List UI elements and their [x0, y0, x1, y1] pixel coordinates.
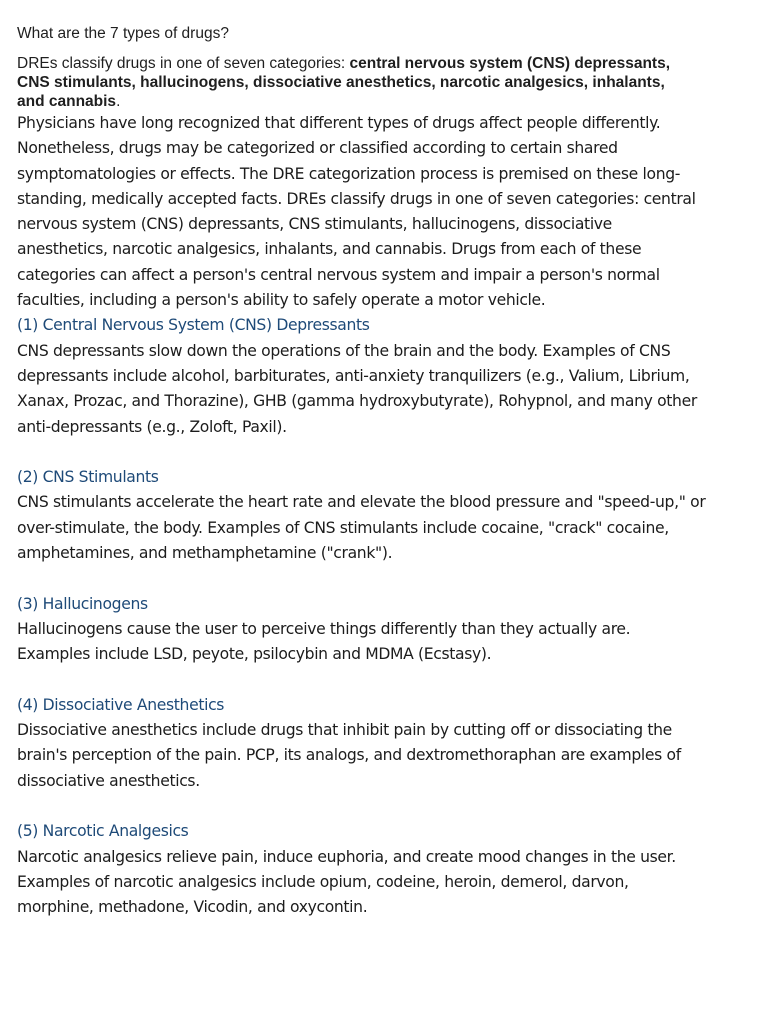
answer-categories: central nervous system (CNS) depressants, CNS stimulants, hallucinogens, dissociative anesthetics, narcotic analgesics, inhalants, and cannabis	[17, 55, 670, 110]
article-body	[17, 111, 707, 921]
section-text-hallucinogens: Hallucinogens cause the user to perceive things differently than they actually are. Examples include LSD, peyote, psilocybin and MDMA (Ecstasy).	[17, 619, 631, 664]
section-heading-dissociative-anesthetics: (4) Dissociative Anesthetics	[17, 695, 225, 714]
question-heading: What are the 7 types of drugs?	[17, 25, 229, 42]
section-text-cns-stimulants: CNS stimulants accelerate the heart rate and elevate the blood pressure and "speed-up," or over-stimulate, the body. Examples of CNS stimulants include cocaine, "crack" cocaine, amphetamines, and methamphetamine ("crank").	[17, 493, 706, 563]
section-text-dissociative-anesthetics: Dissociative anesthetics include drugs that inhibit pain by cutting off or dissociating the brain's perception of the pain. PCP, its analogs, and dextromethoraphan are examples of dissociative anesthetics.	[17, 721, 681, 790]
spacer	[17, 668, 707, 693]
section-heading-narcotic-analgesics: (5) Narcotic Analgesics	[17, 822, 189, 841]
spacer	[17, 440, 707, 465]
section-heading-hallucinogens: (3) Hallucinogens	[17, 594, 148, 613]
featured-answer	[17, 54, 677, 111]
spacer	[17, 794, 707, 819]
article	[17, 24, 707, 921]
spacer	[17, 566, 707, 591]
answer-suffix: .	[116, 93, 121, 110]
section-heading-cns-stimulants: (2) CNS Stimulants	[17, 468, 159, 487]
section-heading-cns-depressants: (1) Central Nervous System (CNS) Depressants	[17, 316, 370, 335]
section-text-narcotic-analgesics: Narcotic analgesics relieve pain, induce euphoria, and create mood changes in the user. Examples of narcotic analgesics include opium, codeine, heroin, demerol, darvon, morphine, methadone, Vicodin, and oxycontin.	[17, 847, 676, 917]
answer-prefix: DREs classify drugs in one of seven categories:	[17, 55, 350, 72]
intro-paragraph: Physicians have long recognized that different types of drugs affect people differently. Nonetheless, drugs may be categorized or classified according to certain shared symptomatologies or effects. The DRE categorization process is premised on these long-standing, medically accepted facts. DREs classify drugs in one of seven categories: central nervous system (CNS) depressants, CNS stimulants, hallucinogens, dissociative anesthetics, narcotic analgesics, inhalants, and cannabis. Drugs from each of these categories can affect a person's central nervous system and impair a person's normal faculties, including a person's ability to safely operate a motor vehicle.	[17, 114, 696, 310]
section-text-cns-depressants: CNS depressants slow down the operations of the brain and the body. Examples of CNS depressants include alcohol, barbiturates, anti-anxiety tranquilizers (e.g., Valium, Librium, Xanax, Prozac, and Thorazine), GHB (gamma hydroxybutyrate), Rohypnol, and many other anti-depressants (e.g., Zoloft, Paxil).	[17, 341, 697, 436]
